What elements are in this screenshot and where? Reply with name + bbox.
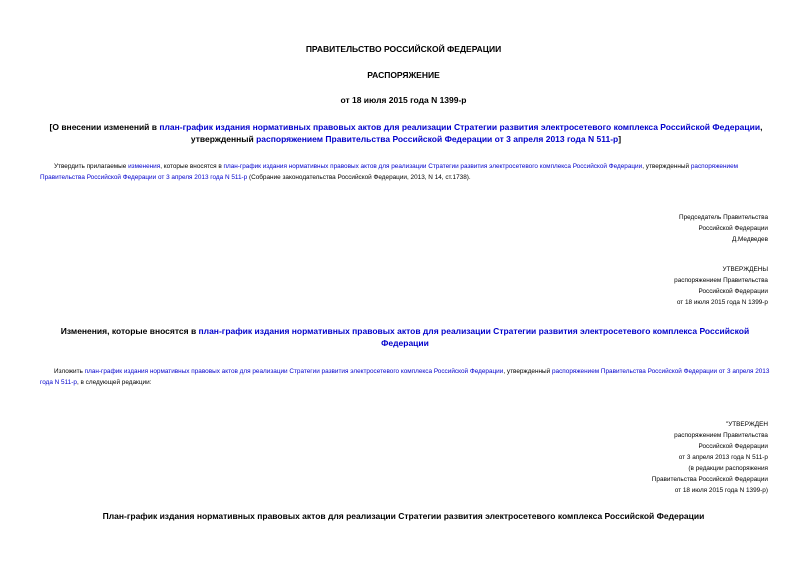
body-text-2: , которые вносятся в: [160, 163, 224, 170]
body-plan-link[interactable]: план-график издания нормативных правовых актов для реализации Стратегии развития электросетевого комплекса Российской Федерации: [223, 163, 643, 170]
approved-2013-heading: "УТВЕРЖДЕН: [725, 421, 768, 428]
changes-title-plan-link[interactable]: план-график издания нормативных правовых актов для реализации Стратегии развития электросетевого комплекса Российской Федерации: [198, 326, 750, 348]
changes-title-text: Изменения, которые вносятся в: [60, 326, 199, 336]
approved-2013-line-2: распоряжением Правительства: [674, 432, 768, 439]
changes-text-2: , утвержденный: [503, 368, 552, 375]
changes-link[interactable]: изменения: [128, 163, 161, 170]
approved-2013-line-7: от 18 июля 2015 года N 1399-р): [674, 487, 768, 494]
signature-name: Д.Медведев: [731, 236, 768, 243]
changes-order-link[interactable]: распоряжением Правительства Российской Федерации от 3 апреля 2013 года N 511-р: [40, 368, 770, 386]
body-text-3: , утвержденный: [642, 163, 691, 170]
approved-heading: УТВЕРЖДЕНЫ: [722, 266, 768, 273]
approved-block: [560, 264, 768, 308]
body-text-1: Утвердить прилагаемые: [54, 163, 129, 170]
approved-line-2: распоряжением Правительства: [674, 277, 768, 284]
signature-title: Председатель Правительства: [679, 214, 768, 221]
plan-title: План-график издания нормативных правовых актов для реализации Стратегии развития электросетевого комплекса Российской Федерации: [102, 511, 705, 521]
body-order-link[interactable]: распоряжением Правительства Российской Федерации от 3 апреля 2013 года N 511-р: [40, 163, 739, 181]
changes-paragraph: [40, 366, 770, 388]
subject-open: [О внесении изменений в: [49, 122, 160, 132]
approved-2013-line-4: от 3 апреля 2013 года N 511-р: [678, 454, 768, 461]
approved-line-3: Российской Федерации: [698, 288, 768, 295]
changes-text-3: , в следующей редакции:: [76, 379, 152, 386]
subject-mid: , утвержденный: [190, 122, 763, 144]
document-type: РАСПОРЯЖЕНИЕ: [367, 70, 440, 80]
subject-plan-link[interactable]: план-график издания нормативных правовых актов для реализации Стратегии развития электросетевого комплекса Российской Федерации: [159, 122, 761, 132]
approved-2013-line-5: (в редакции распоряжения: [688, 465, 768, 472]
changes-text-1: Изложить: [54, 368, 85, 375]
document-date-number: от 18 июля 2015 года N 1399-р: [340, 95, 467, 105]
approved-2013-line-6: Правительства Российской Федерации: [651, 476, 768, 483]
body-text-4: (Собрание законодательства Российской Федерации, 2013, N 14, ст.1738).: [247, 174, 471, 181]
signature-country: Российской Федерации: [698, 225, 768, 232]
approved-2013-line-3: Российской Федерации: [698, 443, 768, 450]
changes-plan-link[interactable]: план-график издания нормативных правовых актов для реализации Стратегии развития электросетевого комплекса Российской Федерации: [84, 368, 504, 375]
signature-block: [560, 212, 768, 245]
body-paragraph: [40, 161, 770, 183]
changes-title: [40, 325, 770, 349]
subject-close: ]: [618, 134, 622, 144]
approved-line-4: от 18 июля 2015 года N 1399-р: [676, 299, 768, 306]
subject-order-link[interactable]: распоряжением Правительства Российской Федерации от 3 апреля 2013 года N 511-р: [256, 134, 619, 144]
government-heading: ПРАВИТЕЛЬСТВО РОССИЙСКОЙ ФЕДЕРАЦИИ: [305, 44, 502, 54]
approved-2013-block: [560, 419, 768, 496]
document-subject: [46, 121, 766, 145]
